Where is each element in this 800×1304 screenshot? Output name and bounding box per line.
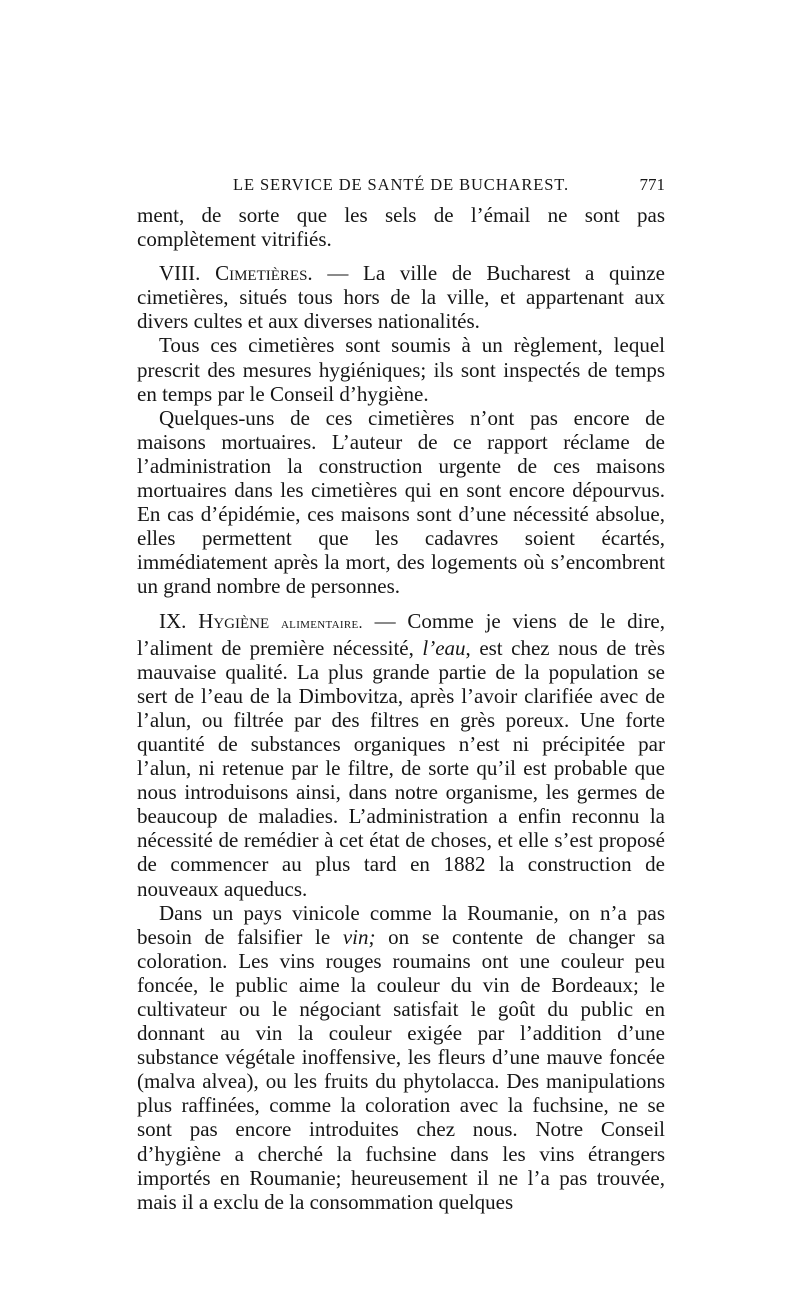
paragraph-continued: [137, 203, 665, 251]
section-text: — La ville de Bucharest a quinze cimetières, situés tous hors de la ville, et appartenant aux divers cultes et aux diverses nationalités.: [137, 261, 666, 334]
paragraph-text: ment, de sorte que les sels de l’émail ne sont pas complètement vitrifiés.: [137, 203, 665, 252]
paragraph: [137, 406, 665, 599]
emphasis-vin: vin;: [342, 924, 376, 949]
running-title: LE SERVICE DE SANTÉ DE BUCHAREST.: [233, 175, 570, 194]
page-header: [137, 172, 665, 198]
body-text: [137, 203, 665, 1214]
paragraph: [137, 333, 665, 405]
section-cimetieres: [137, 261, 665, 333]
emphasis-eau: l’eau: [422, 635, 466, 660]
page-number: 771: [639, 175, 665, 194]
paragraph-vin: [137, 901, 665, 1214]
section-number: VIII.: [159, 261, 201, 286]
section-text: — Comme je viens de le dire, l’aliment de première nécessité,: [137, 608, 666, 660]
section-text-continued: , est chez nous de très mauvaise qualité. La plus grande partie de la population se sert de l’eau de la Dimbovitza, après l’avoir clarifiée avec de l’alun, ou filtrée par des filtres en grès poreux. Une forte quantité de substances organiques n’est ni précipitée par l’alun, ni retenue par le filtre, de sorte qu’il est probable que nous introduisons ainsi, dans notre organisme, les germes de beaucoup de maladies. L’administration a enfin reconnu la nécessité de remédier à cet état de choses, et elle s’est proposé de commencer au plus tard en 1882 la construction de nouveaux aqueducs.: [137, 635, 666, 901]
section-title-hygiene: Hygiène: [198, 608, 270, 633]
paragraph-text: Tous ces cimetières sont soumis à un règlement, lequel prescrit des mesures hygiéniques; ils sont inspectés de temps en temps par le Conseil d’hygiène.: [137, 333, 665, 406]
paragraph-text: Dans un pays vinicole comme la Roumanie, on n’a pas besoin de falsifier le: [137, 900, 665, 949]
section-title: Cimetières.: [215, 261, 313, 286]
paragraph-text-continued: on se contente de changer sa coloration. Les vins rouges roumains ont une couleur peu foncée, le public aime la couleur du vin de Bordeaux; le cultivateur ou le négociant satisfait le goût du public en donnant au vin la couleur exigée par l’addition d’une substance végétale inoffensive, les fleurs d’une mauve foncée (malva alvea), ou les fruits du phytolacca. Des manipulations plus raffinées, comme la coloration avec la fuchsine, ne se sont pas encore introduites chez nous. Notre Conseil d’hygiène a cherché la fuchsine dans les vins étrangers importés en Roumanie; heureusement il ne l’a pas trouvée, mais il a exclu de la consommation quelques: [137, 924, 665, 1214]
paragraph-text: Quelques-uns de ces cimetières n’ont pas encore de maisons mortuaires. L’auteur de ce rapport réclame de l’administration la construction urgente de ces maisons mortuaires dans les cimetières qui en sont encore dépourvus. En cas d’épidémie, ces maisons sont d’une nécessité absolue, elles permettent que les cadavres soient écartés, immédiatement après la mort, des logements où s’encombrent un grand nombre de personnes.: [137, 405, 665, 599]
section-number: IX.: [159, 608, 187, 633]
section-hygiene-alimentaire: [137, 609, 665, 901]
section-title-alimentaire: alimentaire.: [280, 614, 363, 632]
